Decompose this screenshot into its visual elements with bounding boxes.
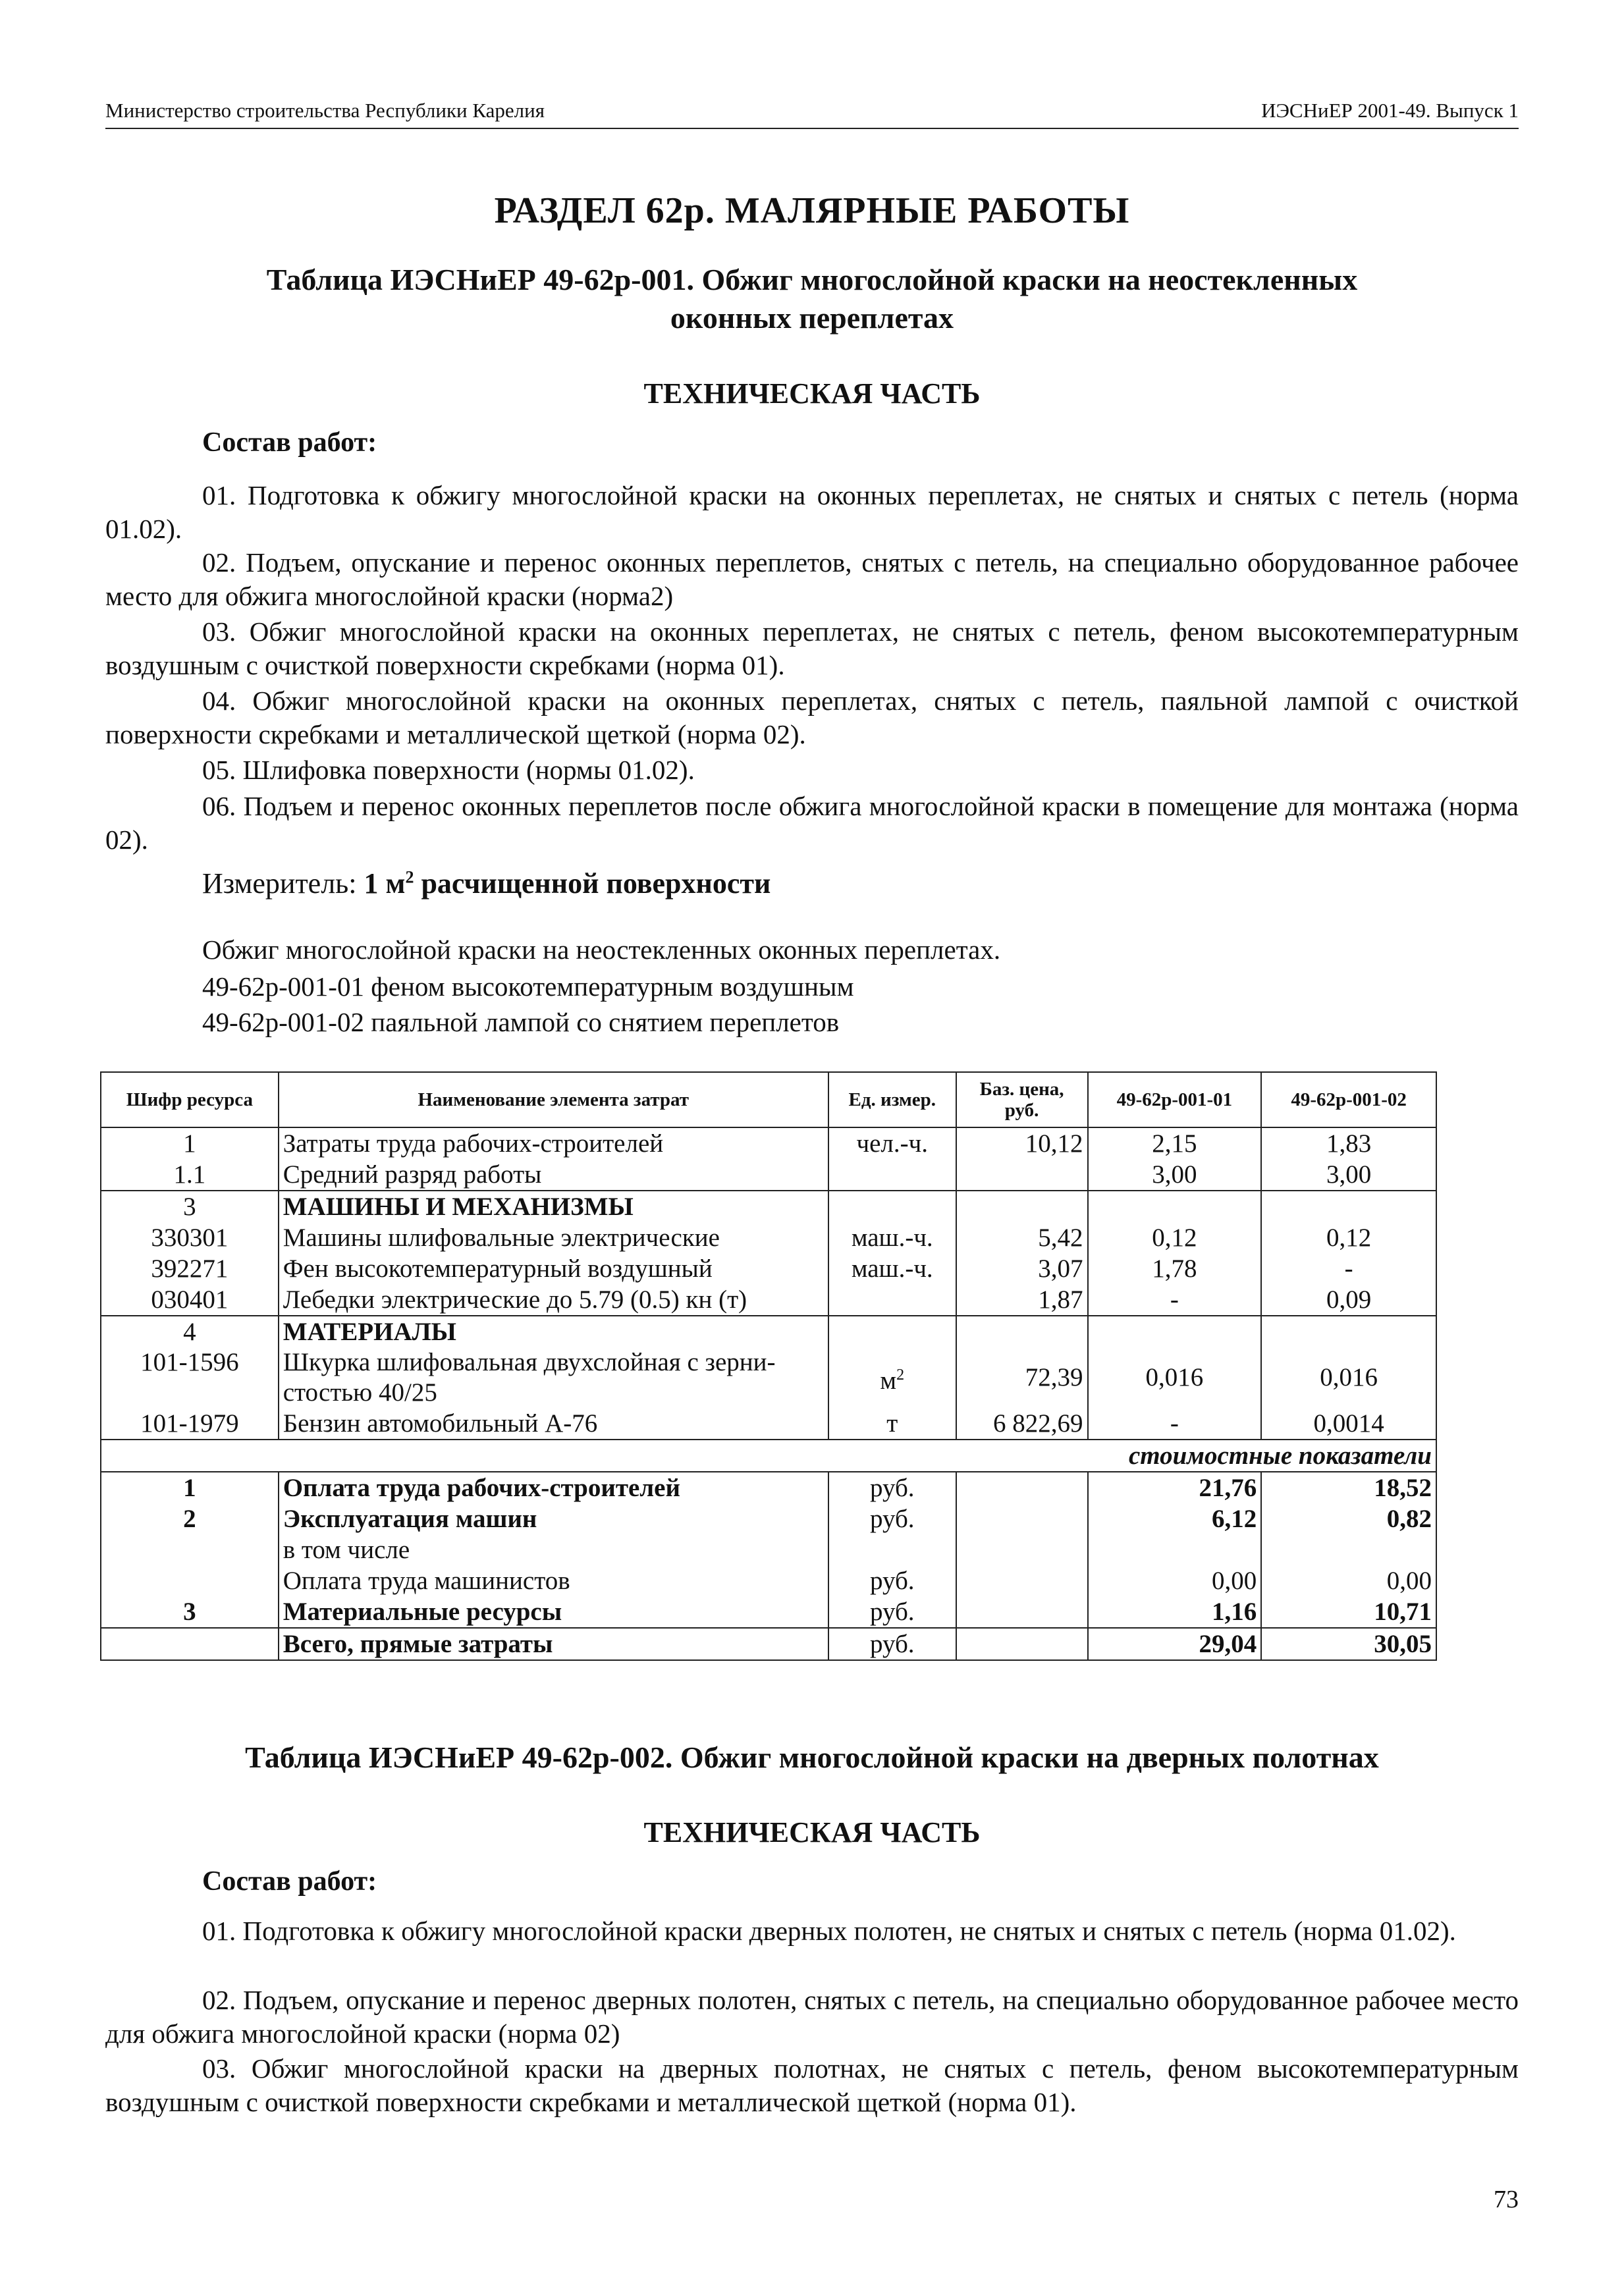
cell-unit: руб. bbox=[828, 1596, 956, 1628]
table1-work-01: 01. Подготовка к обжигу многослойной краски на оконных переплетах, не снятых и снятых с петель (норма 01.02). bbox=[105, 480, 1519, 544]
cell-v1: 0,00 bbox=[1088, 1565, 1262, 1596]
cell-v1: 6,12 bbox=[1088, 1503, 1262, 1534]
measure-value: 1 м bbox=[364, 867, 406, 900]
cell-unit: т bbox=[828, 1408, 956, 1440]
cell-unit bbox=[828, 1347, 956, 1408]
table-row bbox=[101, 1316, 1436, 1347]
table-row bbox=[101, 1596, 1436, 1628]
cell-v1: 2,15 bbox=[1088, 1127, 1262, 1159]
cell-name: Лебедки электрические до 5.79 (0.5) кн (т) bbox=[279, 1284, 828, 1316]
cell-unit: руб. bbox=[828, 1565, 956, 1596]
cell-name: Бензин автомобильный А-76 bbox=[279, 1408, 828, 1440]
cell-v2: 0,016 bbox=[1261, 1347, 1436, 1408]
cell-unit: руб. bbox=[828, 1628, 956, 1660]
unit-sup: 2 bbox=[896, 1366, 905, 1384]
cell-unit: руб. bbox=[828, 1503, 956, 1534]
table2-title: Таблица ИЭСНиЕР 49-62р-002. Обжиг многослойной краски на дверных полотнах bbox=[245, 1740, 1379, 1774]
table-row bbox=[101, 1159, 1436, 1191]
cell-v1: 0,016 bbox=[1088, 1347, 1262, 1408]
resources-table bbox=[100, 1071, 1437, 1661]
cell-v2: 0,82 bbox=[1261, 1503, 1436, 1534]
cell-v2: 0,0014 bbox=[1261, 1408, 1436, 1440]
cell-code: 030401 bbox=[101, 1284, 279, 1316]
table1-work-06: 06. Подъем и перенос оконных переплетов после обжига многослойной краски в помещение для монтажа (норма 02). bbox=[105, 791, 1519, 855]
table1-desc-0: Обжиг многослойной краски на неостекленных оконных переплетах. bbox=[202, 934, 1001, 965]
cell-v2: 10,71 bbox=[1261, 1596, 1436, 1628]
cell-code: 330301 bbox=[101, 1222, 279, 1253]
cell-v1: - bbox=[1088, 1284, 1262, 1316]
table-row bbox=[101, 1191, 1436, 1222]
table-row bbox=[101, 1503, 1436, 1534]
cell-v1: 21,76 bbox=[1088, 1472, 1262, 1503]
table2-work-02: 02. Подъем, опускание и перенос дверных полотен, снятых с петель, на специально оборудованное рабочее место для обжига многослойной краски (норма 02) bbox=[105, 1985, 1519, 2049]
table-row bbox=[101, 1628, 1436, 1660]
table2-tech-part: ТЕХНИЧЕСКАЯ ЧАСТЬ bbox=[643, 1816, 981, 1848]
cell-v1: 29,04 bbox=[1088, 1628, 1262, 1660]
table1-tech-part: ТЕХНИЧЕСКАЯ ЧАСТЬ bbox=[643, 377, 981, 410]
cell-unit: маш.-ч. bbox=[828, 1222, 956, 1253]
col-norm-01: 49-62р-001-01 bbox=[1088, 1072, 1262, 1127]
table-row bbox=[101, 1222, 1436, 1253]
cell-name: Эксплуатация машин bbox=[279, 1503, 828, 1534]
cell-price: 3,07 bbox=[956, 1253, 1088, 1284]
col-code: Шифр ресурса bbox=[101, 1072, 279, 1127]
table1-desc-1: 49-62р-001-01 феном высокотемпературным воздушным bbox=[202, 971, 854, 1002]
cell-unit bbox=[828, 1284, 956, 1316]
measure-label: Измеритель: bbox=[202, 867, 364, 900]
cell-code: 4 bbox=[101, 1316, 279, 1347]
cell-v2: - bbox=[1261, 1253, 1436, 1284]
table-row bbox=[101, 1347, 1436, 1408]
table-header-row bbox=[101, 1072, 1436, 1127]
table-row bbox=[101, 1284, 1436, 1316]
cell-code: 2 bbox=[101, 1503, 279, 1534]
table-row bbox=[101, 1565, 1436, 1596]
table1-work-heading: Состав работ: bbox=[202, 427, 377, 458]
cell-price bbox=[956, 1159, 1088, 1191]
table1-work-04: 04. Обжиг многослойной краски на оконных переплетах, снятых с петель, паяльной лампой с очисткой поверхности скребками и металлической щеткой (норма 02). bbox=[105, 686, 1519, 749]
page-number: 73 bbox=[1494, 2186, 1519, 2213]
cell-name: в том числе bbox=[279, 1534, 828, 1565]
cost-indicators-label: стоимостные показатели bbox=[101, 1440, 1436, 1472]
cell-price: 1,87 bbox=[956, 1284, 1088, 1316]
header-ministry: Министерство строительства Республики Карелия bbox=[105, 99, 545, 122]
measure-rest: расчищенной поверхности bbox=[414, 867, 771, 900]
table-row bbox=[101, 1408, 1436, 1440]
cell-v1: 1,16 bbox=[1088, 1596, 1262, 1628]
section-title: РАЗДЕЛ 62р. МАЛЯРНЫЕ РАБОТЫ bbox=[494, 190, 1130, 231]
cost-header-row bbox=[101, 1440, 1436, 1472]
header-edition: ИЭСНиЕР 2001-49. Выпуск 1 bbox=[1261, 99, 1519, 122]
cell-price: 5,42 bbox=[956, 1222, 1088, 1253]
cell-unit bbox=[828, 1159, 956, 1191]
table1-title-line2: оконных переплетах bbox=[670, 301, 954, 335]
cell-v2: 18,52 bbox=[1261, 1472, 1436, 1503]
unit-text: м bbox=[880, 1366, 897, 1395]
table1-work-05: 05. Шлифовка поверхности (нормы 01.02). bbox=[202, 755, 695, 785]
cell-name: Фен высокотемпературный воздушный bbox=[279, 1253, 828, 1284]
cell-name-line2: стостью 40/25 bbox=[283, 1378, 437, 1407]
table-row bbox=[101, 1127, 1436, 1159]
cell-v1: 1,78 bbox=[1088, 1253, 1262, 1284]
cell-name bbox=[279, 1347, 828, 1408]
cell-unit: чел.-ч. bbox=[828, 1127, 956, 1159]
cell-v1: 3,00 bbox=[1088, 1159, 1262, 1191]
cell-code: 101-1979 bbox=[101, 1408, 279, 1440]
cell-price: 6 822,69 bbox=[956, 1408, 1088, 1440]
table1-work-03: 03. Обжиг многослойной краски на оконных переплетах, не снятых с петель, феном высокотемпературным воздушным с очисткой поверхности скребками (норма 01). bbox=[105, 616, 1519, 680]
cell-code: 392271 bbox=[101, 1253, 279, 1284]
cell-v1: - bbox=[1088, 1408, 1262, 1440]
col-price: Баз. цена, руб. bbox=[956, 1072, 1088, 1127]
measure-unit bbox=[202, 867, 771, 900]
cell-code: 1 bbox=[101, 1127, 279, 1159]
cell-name: Оплата труда рабочих-строителей bbox=[279, 1472, 828, 1503]
cell-v1: 0,12 bbox=[1088, 1222, 1262, 1253]
cell-v2: 3,00 bbox=[1261, 1159, 1436, 1191]
cell-name: Материальные ресурсы bbox=[279, 1596, 828, 1628]
cell-code: 3 bbox=[101, 1596, 279, 1628]
cell-name-line1: Шкурка шлифовальная двухслойная с зерни- bbox=[283, 1348, 776, 1376]
table1-desc-2: 49-62р-001-02 паяльной лампой со снятием переплетов bbox=[202, 1007, 840, 1037]
cell-name: Всего, прямые затраты bbox=[279, 1628, 828, 1660]
col-unit: Ед. измер. bbox=[828, 1072, 956, 1127]
cell-v2: 0,09 bbox=[1261, 1284, 1436, 1316]
cell-name: Оплата труда машинистов bbox=[279, 1565, 828, 1596]
cell-v2: 0,00 bbox=[1261, 1565, 1436, 1596]
col-name: Наименование элемента затрат bbox=[279, 1072, 828, 1127]
cell-name: Машины шлифовальные электрические bbox=[279, 1222, 828, 1253]
table1-title-line1: Таблица ИЭСНиЕР 49-62р-001. Обжиг многослойной краски на неостекленных bbox=[266, 263, 1358, 296]
cell-unit: маш.-ч. bbox=[828, 1253, 956, 1284]
cell-name: Средний разряд работы bbox=[279, 1159, 828, 1191]
table1-work-02: 02. Подъем, опускание и перенос оконных переплетов, снятых с петель, на специально оборудованное рабочее место для обжига многослойной краски (норма2) bbox=[105, 547, 1519, 611]
table2-work-01: 01. Подготовка к обжигу многослойной краски дверных полотен, не снятых и снятых с петель (норма 01.02). bbox=[202, 1916, 1456, 1946]
cell-group-name: МАШИНЫ И МЕХАНИЗМЫ bbox=[279, 1191, 828, 1222]
running-header bbox=[105, 99, 1519, 129]
cell-group-name: МАТЕРИАЛЫ bbox=[279, 1316, 828, 1347]
cell-v2: 30,05 bbox=[1261, 1628, 1436, 1660]
table-row bbox=[101, 1534, 1436, 1565]
cell-name: Затраты труда рабочих-строителей bbox=[279, 1127, 828, 1159]
cell-v2: 0,12 bbox=[1261, 1222, 1436, 1253]
cell-price: 72,39 bbox=[956, 1347, 1088, 1408]
table2-work-03: 03. Обжиг многослойной краски на дверных полотнах, не снятых с петель, феном высокотемпературным воздушным с очисткой поверхности скребками и металлической щеткой (норма 01). bbox=[105, 2053, 1519, 2117]
table2-work-heading: Состав работ: bbox=[202, 1866, 377, 1897]
cell-code: 3 bbox=[101, 1191, 279, 1222]
cell-code: 101-1596 bbox=[101, 1347, 279, 1408]
cell-code: 1.1 bbox=[101, 1159, 279, 1191]
table-row bbox=[101, 1472, 1436, 1503]
measure-sup: 2 bbox=[405, 867, 414, 887]
cell-price: 10,12 bbox=[956, 1127, 1088, 1159]
cell-code: 1 bbox=[101, 1472, 279, 1503]
col-norm-02: 49-62р-001-02 bbox=[1261, 1072, 1436, 1127]
cell-unit: руб. bbox=[828, 1472, 956, 1503]
cell-v2: 1,83 bbox=[1261, 1127, 1436, 1159]
table-row bbox=[101, 1253, 1436, 1284]
